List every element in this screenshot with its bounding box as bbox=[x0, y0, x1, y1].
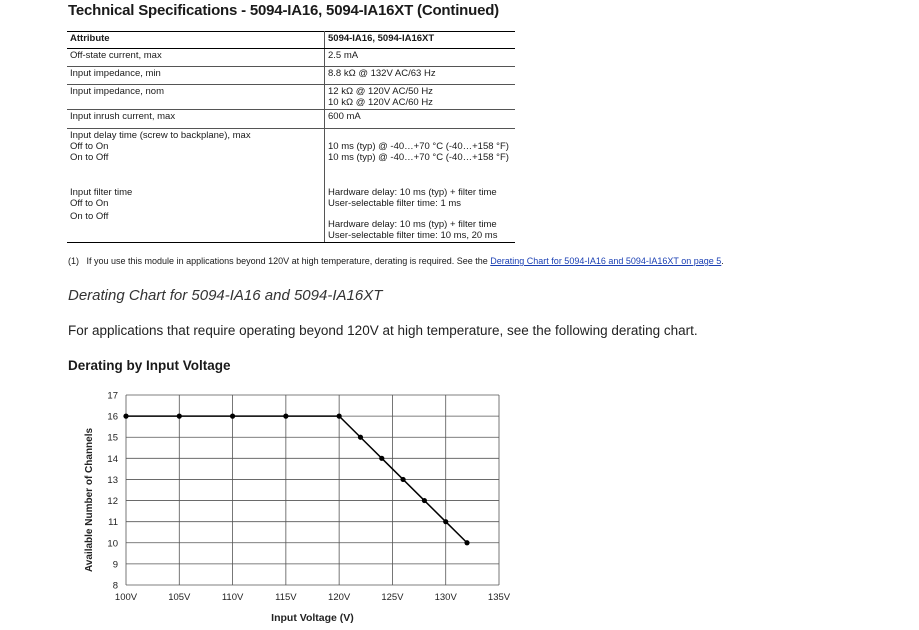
y-tick-label: 8 bbox=[112, 580, 118, 592]
table-cell-attribute bbox=[67, 129, 325, 174]
y-tick-label: 13 bbox=[107, 474, 118, 486]
y-tick-label: 9 bbox=[112, 559, 118, 571]
table-row bbox=[67, 129, 515, 174]
cell-line: On to Off bbox=[70, 152, 109, 163]
cell-line: Input filter time bbox=[70, 187, 133, 198]
data-point bbox=[358, 435, 363, 440]
footnote-text: If you use this module in applications beyond 120V at high temperature, derating is required. See the bbox=[86, 256, 491, 266]
cell-line: Hardware delay: 10 ms (typ) + filter time bbox=[328, 219, 497, 230]
data-point bbox=[177, 414, 182, 419]
page-title: Technical Specifications - 5094-IA16, 5094-IA16XT (Continued) bbox=[68, 2, 499, 19]
table-cell-attribute bbox=[67, 110, 325, 129]
table-cell-attribute bbox=[67, 49, 325, 67]
cell-line: Input impedance, nom bbox=[70, 86, 165, 97]
cell-line: On to Off bbox=[70, 211, 109, 222]
table-row bbox=[67, 210, 515, 243]
data-point bbox=[400, 477, 405, 482]
table-header-row bbox=[67, 32, 515, 49]
cell-line: 2.5 mA bbox=[328, 50, 359, 61]
cell-line: User-selectable filter time: 1 ms bbox=[328, 198, 462, 209]
table-header-attribute: Attribute bbox=[67, 32, 325, 49]
y-axis-title: Available Number of Channels bbox=[84, 427, 95, 573]
table-cell-value bbox=[325, 110, 516, 129]
cell-line: Input inrush current, max bbox=[70, 111, 176, 122]
x-tick-label: 115V bbox=[275, 592, 297, 603]
y-tick-label: 11 bbox=[108, 517, 118, 529]
footnote bbox=[68, 256, 724, 266]
derating-chart bbox=[80, 385, 520, 630]
table-cell-attribute bbox=[67, 210, 325, 243]
table-row bbox=[67, 49, 515, 67]
cell-line: Input impedance, min bbox=[70, 68, 161, 79]
data-point bbox=[123, 414, 128, 419]
cell-line: 10 kΩ @ 120V AC/60 Hz bbox=[328, 97, 433, 108]
x-tick-label: 120V bbox=[328, 592, 351, 603]
table-cell-value bbox=[325, 49, 516, 67]
x-tick-label: 105V bbox=[168, 592, 191, 603]
data-point bbox=[230, 414, 235, 419]
table-cell-attribute bbox=[67, 85, 325, 110]
y-tick-label: 10 bbox=[107, 538, 118, 550]
table-cell-value bbox=[325, 210, 516, 243]
chart-heading: Derating by Input Voltage bbox=[68, 358, 231, 373]
x-tick-label: 135V bbox=[487, 592, 511, 603]
data-point bbox=[379, 456, 384, 461]
table-cell-attribute bbox=[67, 173, 325, 210]
cell-line: Input delay time (screw to backplane), max bbox=[70, 130, 251, 141]
data-point bbox=[422, 498, 427, 503]
data-point bbox=[443, 519, 448, 524]
data-point bbox=[337, 414, 342, 419]
cell-line: 10 ms (typ) @ -40…+70 °C (-40…+158 °F) bbox=[328, 141, 509, 152]
x-tick-label: 125V bbox=[381, 592, 404, 603]
y-tick-label: 16 bbox=[107, 411, 118, 423]
x-tick-label: 100V bbox=[114, 592, 138, 603]
x-tick-label: 110V bbox=[221, 592, 244, 603]
spec-table bbox=[67, 31, 515, 243]
footnote-link[interactable]: Derating Chart for 5094-IA16 and 5094-IA16XT on page 5 bbox=[490, 256, 722, 266]
table-row bbox=[67, 67, 515, 85]
cell-line: Hardware delay: 10 ms (typ) + filter time bbox=[328, 187, 497, 198]
y-tick-label: 15 bbox=[107, 432, 118, 444]
cell-line bbox=[328, 130, 512, 141]
table-cell-attribute bbox=[67, 67, 325, 85]
cell-line: Off to On bbox=[70, 141, 109, 152]
footnote-marker: (1) bbox=[68, 256, 79, 266]
x-axis-title: Input Voltage (V) bbox=[271, 612, 354, 624]
y-tick-label: 17 bbox=[107, 390, 118, 402]
table-cell-value bbox=[325, 129, 516, 174]
table-cell-value bbox=[325, 85, 516, 110]
cell-line: 8.8 kΩ @ 132V AC/63 Hz bbox=[328, 68, 436, 79]
data-point bbox=[283, 414, 288, 419]
cell-line: Off to On bbox=[70, 198, 109, 209]
table-cell-value bbox=[325, 173, 516, 210]
y-tick-label: 12 bbox=[107, 496, 118, 508]
cell-line: 600 mA bbox=[328, 111, 361, 122]
cell-line: 12 kΩ @ 120V AC/50 Hz bbox=[328, 86, 433, 97]
footnote-end: . bbox=[721, 256, 724, 266]
table-cell-value bbox=[325, 67, 516, 85]
section-heading: Derating Chart for 5094-IA16 and 5094-IA16XT bbox=[68, 287, 383, 304]
body-paragraph: For applications that require operating beyond 120V at high temperature, see the following derating chart. bbox=[68, 323, 698, 338]
y-tick-label: 14 bbox=[107, 453, 118, 465]
table-row bbox=[67, 85, 515, 110]
x-tick-label: 130V bbox=[434, 592, 457, 603]
data-point bbox=[464, 540, 469, 545]
table-row bbox=[67, 110, 515, 129]
cell-line: Off-state current, max bbox=[70, 50, 162, 61]
table-header-model: 5094-IA16, 5094-IA16XT bbox=[325, 32, 516, 49]
cell-line: User-selectable filter time: 10 ms, 20 ms bbox=[328, 230, 498, 241]
table-row bbox=[67, 173, 515, 210]
cell-line: 10 ms (typ) @ -40…+70 °C (-40…+158 °F) bbox=[328, 152, 509, 163]
